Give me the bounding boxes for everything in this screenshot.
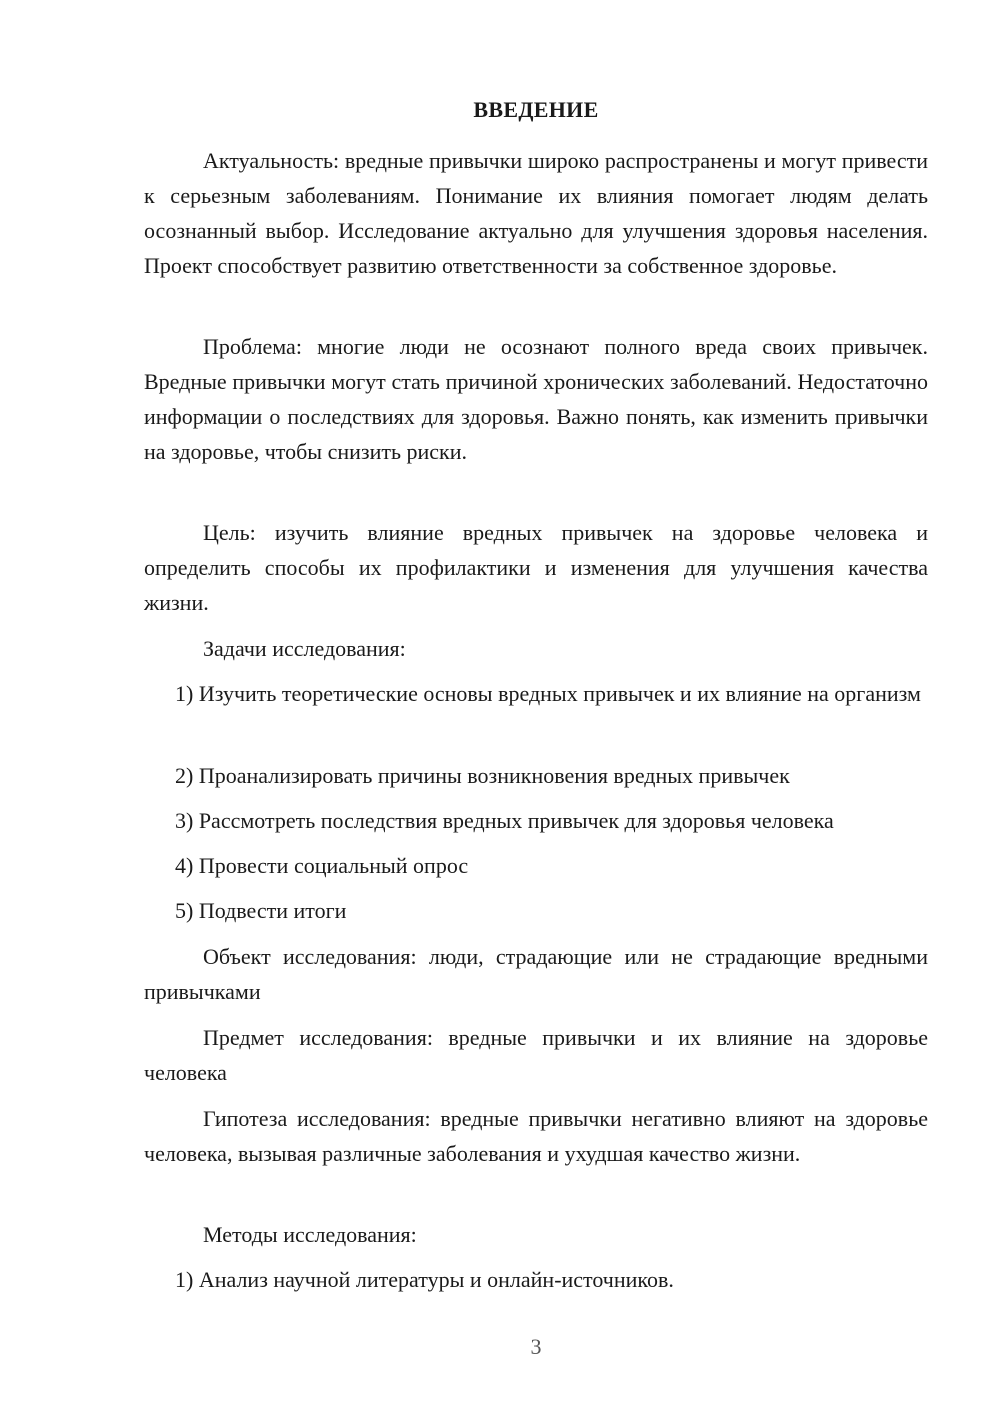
task-item-1: 1) Изучить теоретические основы вредных привычек и их влияние на организм xyxy=(175,681,921,706)
task-item-4: 4) Провести социальный опрос xyxy=(175,853,469,878)
subject-paragraph: Предмет исследования: вредные привычки и их влияние на здоровье человека xyxy=(144,1025,928,1085)
object-paragraph: Объект исследования: люди, страдающие или не страдающие вредными привычками xyxy=(144,944,928,1004)
method-item-1: 1) Анализ научной литературы и онлайн-источников. xyxy=(175,1267,674,1292)
methods-heading: Методы исследования: xyxy=(203,1222,417,1247)
tasks-heading: Задачи исследования: xyxy=(203,636,406,661)
hypothesis-paragraph: Гипотеза исследования: вредные привычки негативно влияют на здоровье человека, вызывая различные заболевания и ухудшая качество жизни. xyxy=(144,1106,928,1166)
task-item-5: 5) Подвести итоги xyxy=(175,898,347,923)
relevance-paragraph: Актуальность: вредные привычки широко распространены и могут привести к серьезным заболеваниям. Понимание их влияния помогает людям делать осознанный выбор. Исследование актуально для улучшения здоровья населения. Проект способствует развитию ответственности за собственное здоровье. xyxy=(144,148,928,278)
task-item-2: 2) Проанализировать причины возникновения вредных привычек xyxy=(175,763,790,788)
goal-paragraph: Цель: изучить влияние вредных привычек на здоровье человека и определить способы их профилактики и изменения для улучшения качества жизни. xyxy=(144,520,928,615)
page-number: 3 xyxy=(530,1334,542,1359)
task-item-3: 3) Рассмотреть последствия вредных привычек для здоровья человека xyxy=(175,808,834,833)
section-heading: ВВЕДЕНИЕ xyxy=(473,97,599,122)
problem-paragraph: Проблема: многие люди не осознают полного вреда своих привычек. Вредные привычки могут стать причиной хронических заболеваний. Недостаточно информации о последствиях для здоровья. Важно понять, как изменить привычки на здоровье, чтобы снизить риски. xyxy=(144,334,928,464)
